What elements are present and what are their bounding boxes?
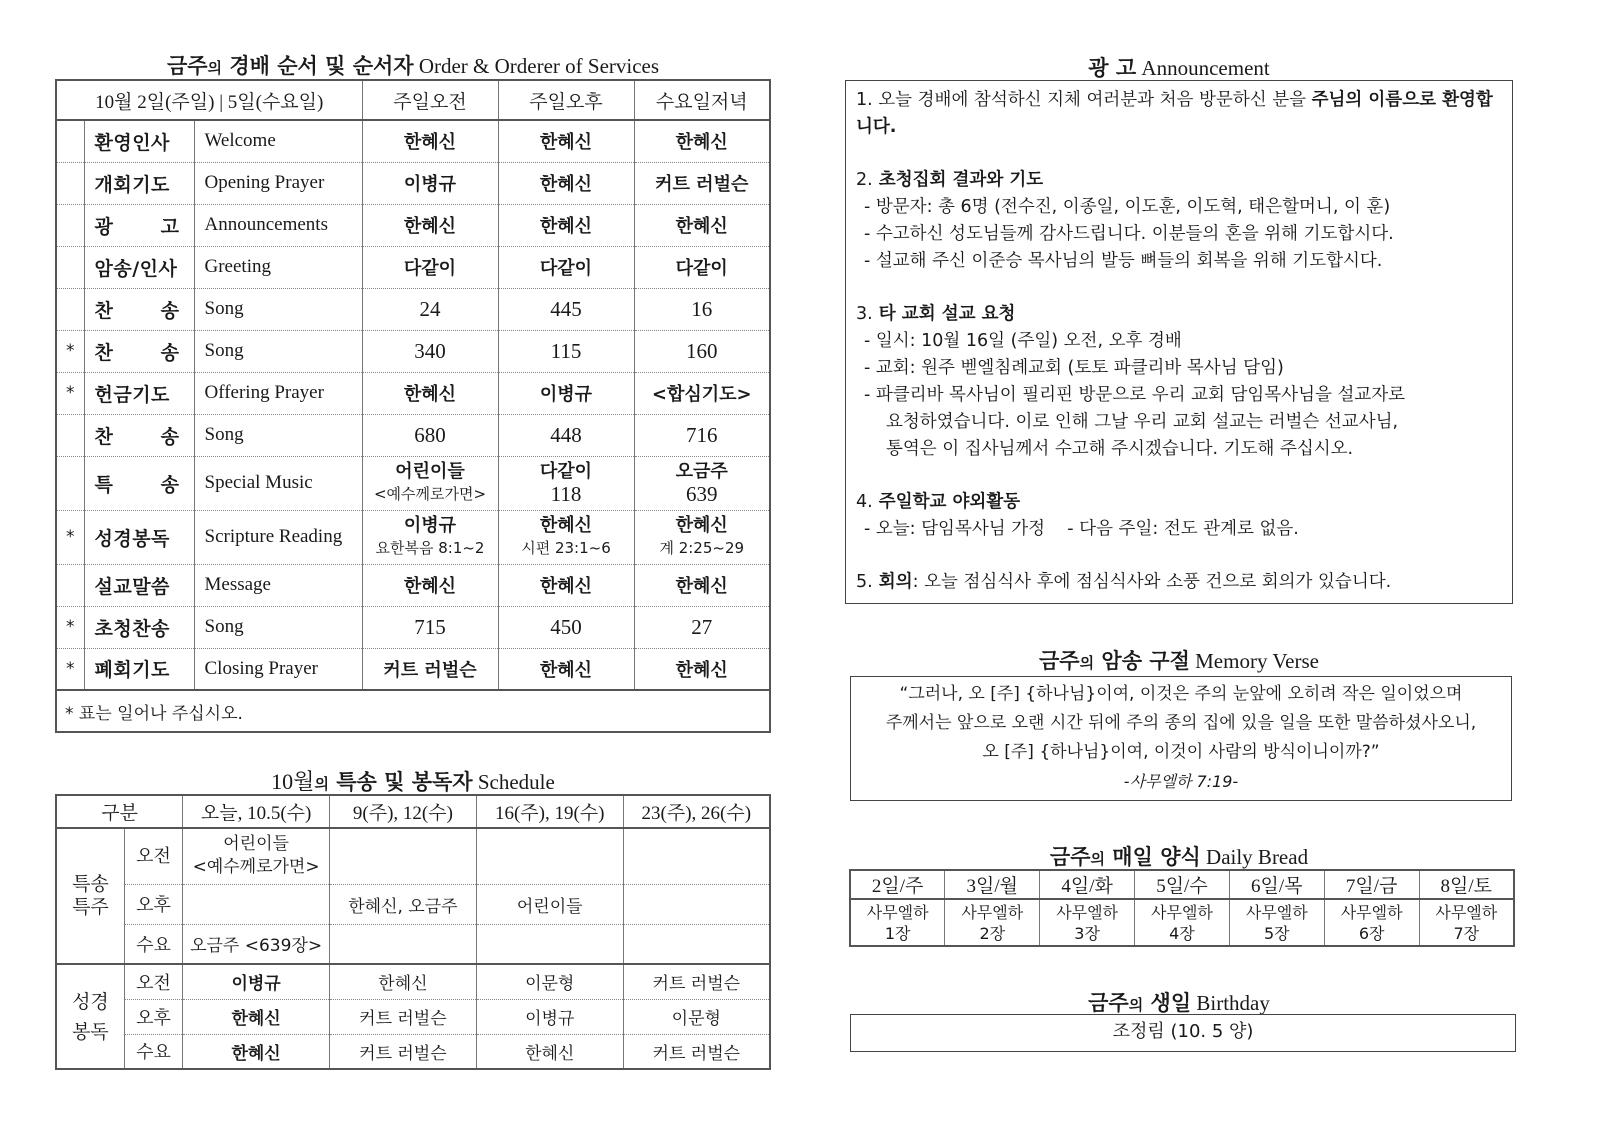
- schedule-cell: 커트 러벌슨: [330, 999, 477, 1034]
- item-ko: 특 송: [84, 456, 194, 510]
- schedule-cell: [476, 828, 623, 884]
- cell-wed: 716: [634, 414, 770, 456]
- item-text: : 오늘 점심식사 후에 점심식사와 소풍 건으로 회의가 있습니다.: [912, 572, 1392, 592]
- verse-section-title: [845, 645, 1513, 675]
- item-en: Special Music: [194, 456, 362, 510]
- item-en: Welcome: [194, 120, 362, 162]
- col-wednesday-evening: 수요일저녁: [634, 80, 770, 120]
- birthday-box: [850, 1014, 1516, 1052]
- reading-cell: [850, 899, 945, 946]
- reader: 한혜신: [539, 515, 593, 536]
- scripture-ref: 요한복음 8:1~2: [375, 539, 485, 557]
- table-row: [56, 372, 770, 414]
- schedule-cell: [623, 924, 770, 964]
- announcement-item: [856, 87, 1502, 141]
- item-ko: 찬 송: [84, 414, 194, 456]
- performer: 어린이들: [223, 834, 289, 855]
- schedule-cell: [623, 828, 770, 884]
- item-number: 2.: [856, 170, 873, 190]
- cell-am: 다같이: [362, 246, 498, 288]
- item-ko: 광 고: [84, 204, 194, 246]
- col-week-3: 16(주), 19(수): [476, 795, 623, 828]
- schedule-cell: [623, 884, 770, 924]
- group-scripture-reading: [56, 964, 124, 1069]
- announcement-item: [856, 301, 1502, 463]
- chapter: 4장: [1169, 923, 1195, 943]
- item-number: 4.: [856, 492, 873, 512]
- table-row: [56, 162, 770, 204]
- title-part-en: Memory Verse: [1189, 649, 1319, 673]
- announcement-heading: [856, 569, 1502, 596]
- day-header: 3일/월: [945, 870, 1040, 899]
- cell-wed: 한혜신: [634, 204, 770, 246]
- item-en: Message: [194, 564, 362, 606]
- cell-am: 340: [362, 330, 498, 372]
- chapter: 2장: [979, 923, 1006, 943]
- performer: 오금주: [675, 461, 728, 482]
- schedule-cell: 커트 러벌슨: [623, 964, 770, 999]
- announcement-item: [856, 569, 1502, 596]
- title-part: 의: [1079, 654, 1095, 672]
- stand-marker: *: [56, 330, 84, 372]
- slot-label: 오후: [124, 999, 182, 1034]
- book: 사무엘하: [1056, 902, 1119, 922]
- day-header: 7일/금: [1324, 870, 1419, 899]
- stand-marker: *: [56, 606, 84, 648]
- table-row: [56, 606, 770, 648]
- item-en: Song: [194, 414, 362, 456]
- item-ko: 초청찬송: [84, 606, 194, 648]
- stand-marker: [56, 204, 84, 246]
- item-en: Opening Prayer: [194, 162, 362, 204]
- cell-am: [362, 456, 498, 510]
- item-ko: 환영인사: [84, 120, 194, 162]
- title-part: 의: [1090, 850, 1105, 868]
- title-part: 의: [1128, 996, 1144, 1014]
- group-label: 특주: [72, 896, 109, 918]
- hymn-number: 639: [686, 482, 718, 506]
- item-en: Offering Prayer: [194, 372, 362, 414]
- stand-marker: [56, 120, 84, 162]
- schedule-cell: 한혜신, 오금주: [330, 884, 477, 924]
- cell-am: 한혜신: [362, 564, 498, 606]
- title-part-en: Daily Bread: [1200, 845, 1309, 869]
- table-row: [56, 924, 770, 964]
- day-header: 6일/목: [1229, 870, 1324, 899]
- item-en: Song: [194, 606, 362, 648]
- table-row: [56, 1034, 770, 1069]
- title-part: 생일: [1143, 991, 1192, 1015]
- cell-wed: 한혜신: [634, 120, 770, 162]
- announcement-line: - 오늘: 담임목사님 가정 - 다음 주일: 전도 관계로 없음.: [864, 519, 1299, 539]
- announcement-heading: [856, 87, 1502, 141]
- stand-marker: [56, 246, 84, 288]
- announcement-heading: [856, 167, 1502, 194]
- item-number: 5.: [856, 572, 873, 592]
- stand-marker: [56, 456, 84, 510]
- book: 사무엘하: [1245, 902, 1308, 922]
- title-part: 특송 및 봉독자: [328, 770, 473, 794]
- announcement-line: - 일시: 10월 16일 (주일) 오전, 오후 경배: [864, 331, 1182, 351]
- cell-pm: 450: [498, 606, 634, 648]
- order-section-title: [55, 50, 771, 80]
- schedule-cell: 이병규: [183, 964, 330, 999]
- memory-verse-box: [850, 676, 1512, 801]
- stand-marker: *: [56, 648, 84, 690]
- performer: 어린이들: [395, 461, 465, 482]
- reading-cell: [1324, 899, 1419, 946]
- title-part: 암송 구절: [1094, 649, 1190, 673]
- item-ko: 폐회기도: [84, 648, 194, 690]
- cell-pm: 115: [498, 330, 634, 372]
- item-text-bold: 타 교회 설교 요청: [872, 304, 1016, 324]
- cell-pm: 한혜신: [498, 648, 634, 690]
- col-sunday-morning: 주일오전: [362, 80, 498, 120]
- group-label: 봉독: [72, 1020, 109, 1043]
- item-text: 오늘 경배에 참석하신 지체 여러분과 처음 방문하신 분을: [872, 90, 1312, 110]
- reading-cell: [1419, 899, 1514, 946]
- announcement-line: 통역은 이 집사님께서 수고해 주시겠습니다. 기도해 주십시오.: [886, 439, 1354, 459]
- schedule-cell: 이문형: [623, 999, 770, 1034]
- cell-am: 715: [362, 606, 498, 648]
- table-row: [56, 999, 770, 1034]
- table-row: [56, 828, 770, 884]
- title-part: 의: [314, 775, 329, 793]
- title-part-en: Birthday: [1191, 991, 1270, 1015]
- stand-marker: [56, 162, 84, 204]
- title-part: 경배 순서 및 순서자: [222, 54, 414, 78]
- cell-am: [362, 510, 498, 564]
- book: 사무엘하: [1340, 902, 1403, 922]
- slot-label: 오전: [124, 964, 182, 999]
- item-ko: 개회기도: [84, 162, 194, 204]
- scripture-ref: 계 2:25~29: [659, 539, 745, 557]
- table-row: [56, 120, 770, 162]
- schedule-cell: 오금주 <639장>: [183, 924, 330, 964]
- cell-pm: 한혜신: [498, 162, 634, 204]
- schedule-cell: 이문형: [476, 964, 623, 999]
- schedule-cell: 한혜신: [476, 1034, 623, 1069]
- cell-am: 한혜신: [362, 372, 498, 414]
- schedule-cell: 한혜신: [183, 1034, 330, 1069]
- cell-am: 이병규: [362, 162, 498, 204]
- order-of-service-table: [55, 79, 771, 733]
- verse-line: 오 [주] {하나님}이여, 이것이 사람의 방식이니이까?”: [982, 742, 1380, 762]
- item-number: 1.: [856, 90, 873, 110]
- table-row: [56, 564, 770, 606]
- reading-cell: [945, 899, 1040, 946]
- announcement-line: - 교회: 원주 벧엘침례교회 (토토 파클리바 목사님 담임): [864, 358, 1284, 378]
- schedule-cell: 한혜신: [330, 964, 477, 999]
- item-text-bold: 주일학교 야외활동: [872, 492, 1021, 512]
- title-part: 금주: [1049, 845, 1091, 869]
- schedule-section-title: [55, 765, 771, 796]
- item-en: Announcements: [194, 204, 362, 246]
- schedule-table: [55, 794, 771, 1070]
- cell-pm: 다같이: [498, 246, 634, 288]
- verse-line: 주께서는 앞으로 오랜 시간 뒤에 주의 종의 집에 있을 일을 또한 말씀하셨사오니,: [885, 713, 1477, 733]
- cell-pm: 한혜신: [498, 120, 634, 162]
- cell-am: 한혜신: [362, 120, 498, 162]
- chapter: 5장: [1263, 923, 1290, 943]
- slot-label: 수요: [124, 1034, 182, 1069]
- title-part: 의: [207, 59, 223, 77]
- table-row: [56, 648, 770, 690]
- reading-cell: [1040, 899, 1135, 946]
- reading-cell: [1135, 899, 1230, 946]
- birthday-section-title: [845, 987, 1513, 1017]
- slot-label: 오전: [124, 828, 182, 884]
- slot-label: 오후: [124, 884, 182, 924]
- announcement-line: - 방문자: 총 6명 (전수진, 이종일, 이도훈, 이도혁, 태은할머니, 이 훈): [864, 197, 1391, 217]
- song-title: <예수께로가면>: [373, 485, 487, 503]
- table-row: [56, 204, 770, 246]
- item-number: 3.: [856, 304, 873, 324]
- title-part: 광 고: [1088, 56, 1137, 80]
- group-label: 성경: [72, 990, 109, 1013]
- item-en: Closing Prayer: [194, 648, 362, 690]
- cell-am: 커트 러벌슨: [362, 648, 498, 690]
- cell-wed: <합심기도>: [634, 372, 770, 414]
- schedule-cell: [183, 884, 330, 924]
- col-week-4: 23(주), 26(수): [623, 795, 770, 828]
- day-header: 2일/주: [850, 870, 945, 899]
- cell-wed: [634, 510, 770, 564]
- stand-marker: *: [56, 372, 84, 414]
- chapter: 6장: [1358, 923, 1385, 943]
- cell-am: 24: [362, 288, 498, 330]
- day-header: 4일/화: [1040, 870, 1135, 899]
- cell-wed: 다같이: [634, 246, 770, 288]
- footnote-row: [56, 690, 770, 732]
- cell-pm: 445: [498, 288, 634, 330]
- slot-label: 수요: [124, 924, 182, 964]
- col-category: 구분: [56, 795, 183, 828]
- day-header: 8일/토: [1419, 870, 1514, 899]
- title-part-en: Announcement: [1136, 56, 1270, 80]
- song-title: <예수께로가면>: [192, 857, 320, 878]
- item-ko: 성경봉독: [84, 510, 194, 564]
- title-part: 금주: [166, 54, 208, 78]
- performer: 다같이: [539, 461, 593, 482]
- cell-wed: 160: [634, 330, 770, 372]
- cell-pm: 한혜신: [498, 204, 634, 246]
- announcement-line: 요청하였습니다. 이로 인해 그날 우리 교회 설교는 러벌슨 선교사님,: [886, 412, 1399, 432]
- stand-marker: *: [56, 510, 84, 564]
- title-part: 금주: [1088, 991, 1129, 1015]
- group-special-music: [56, 828, 124, 964]
- schedule-cell: 커트 러벌슨: [330, 1034, 477, 1069]
- schedule-cell: [476, 924, 623, 964]
- reader: 이병규: [403, 515, 457, 536]
- schedule-cell: 한혜신: [183, 999, 330, 1034]
- announcement-item: [856, 167, 1502, 275]
- table-row: [56, 884, 770, 924]
- cell-pm: 448: [498, 414, 634, 456]
- title-part: 매일 양식: [1105, 845, 1201, 869]
- birthday-entry: 조정림 (10. 5 양): [1112, 1021, 1254, 1042]
- scripture-ref: 시편 23:1~6: [521, 539, 611, 557]
- day-header: 5일/수: [1135, 870, 1230, 899]
- item-text-bold: 회의: [872, 572, 913, 592]
- book: 사무엘하: [1151, 902, 1213, 922]
- announcement-heading: [856, 301, 1502, 328]
- item-en: Greeting: [194, 246, 362, 288]
- schedule-cell: 어린이들: [476, 884, 623, 924]
- item-en: Scripture Reading: [194, 510, 362, 564]
- announcement-heading: [856, 489, 1502, 516]
- bread-section-title: [845, 841, 1513, 871]
- title-part-en: Order & Orderer of Services: [413, 54, 660, 78]
- stand-marker: [56, 564, 84, 606]
- table-row: [56, 414, 770, 456]
- col-week-2: 9(주), 12(수): [330, 795, 477, 828]
- cell-wed: 한혜신: [634, 648, 770, 690]
- schedule-cell: 커트 러벌슨: [623, 1034, 770, 1069]
- item-ko: 암송/인사: [84, 246, 194, 288]
- col-sunday-afternoon: 주일오후: [498, 80, 634, 120]
- item-ko: 찬 송: [84, 330, 194, 372]
- reader: 한혜신: [675, 515, 728, 536]
- chapter: 1장: [884, 923, 911, 943]
- schedule-cell: [183, 828, 330, 884]
- item-ko: 헌금기도: [84, 372, 194, 414]
- cell-pm: [498, 456, 634, 510]
- verse-line: “그러나, 오 [주] {하나님}이여, 이것은 주의 눈앞에 오히려 작은 일이었으며: [899, 684, 1463, 704]
- col-week-1: 오늘, 10.5(수): [183, 795, 330, 828]
- cell-wed: 커트 러벌슨: [634, 162, 770, 204]
- item-text-bold: 주님의 이름으로 환영합니다.: [856, 90, 1493, 137]
- cell-wed: 27: [634, 606, 770, 648]
- stand-marker: [56, 288, 84, 330]
- item-text-bold: 초청집회 결과와 기도: [872, 170, 1044, 190]
- announcement-line: - 파클리바 목사님이 필리핀 방문으로 우리 교회 담임목사님을 설교자로: [864, 385, 1406, 405]
- book: 사무엘하: [961, 902, 1024, 922]
- title-part: 10월: [271, 769, 315, 794]
- table-row: [56, 288, 770, 330]
- item-ko: 찬 송: [84, 288, 194, 330]
- schedule-cell: 이병규: [476, 999, 623, 1034]
- cell-wed: 한혜신: [634, 564, 770, 606]
- cell-pm: [498, 510, 634, 564]
- verse-reference: -사무엘하 7:19-: [1123, 772, 1239, 791]
- item-en: Song: [194, 288, 362, 330]
- announcement-box: [845, 80, 1513, 604]
- cell-pm: 이병규: [498, 372, 634, 414]
- service-date-header: 10월 2일(주일) | 5일(수요일): [56, 80, 362, 120]
- title-part-en: Schedule: [472, 770, 555, 794]
- group-label: 특송: [72, 873, 109, 895]
- table-row: [56, 246, 770, 288]
- stand-marker: [56, 414, 84, 456]
- cell-am: 680: [362, 414, 498, 456]
- table-row: [850, 899, 1514, 946]
- cell-wed: [634, 456, 770, 510]
- hymn-number: 118: [550, 482, 582, 506]
- table-row: [56, 964, 770, 999]
- cell-am: 한혜신: [362, 204, 498, 246]
- cell-wed: 16: [634, 288, 770, 330]
- reading-cell: [1229, 899, 1324, 946]
- stand-footnote: * 표는 일어나 주십시오.: [56, 690, 770, 732]
- item-en: Song: [194, 330, 362, 372]
- announcement-line: - 수고하신 성도님들께 감사드립니다. 이분들의 혼을 위해 기도합시다.: [864, 224, 1394, 244]
- book: 사무엘하: [866, 902, 929, 922]
- chapter: 3장: [1074, 923, 1100, 943]
- schedule-cell: [330, 924, 477, 964]
- book: 사무엘하: [1435, 902, 1498, 922]
- table-row: [56, 330, 770, 372]
- announcement-item: [856, 489, 1502, 543]
- cell-pm: 한혜신: [498, 564, 634, 606]
- announcement-section-title: [845, 52, 1513, 82]
- schedule-cell: [330, 828, 477, 884]
- announcement-line: - 설교해 주신 이준승 목사님의 발등 뼈들의 회복을 위해 기도합시다.: [864, 251, 1383, 271]
- chapter: 7장: [1453, 923, 1480, 943]
- daily-bread-table: [849, 869, 1515, 947]
- item-ko: 설교말씀: [84, 564, 194, 606]
- table-row: [56, 510, 770, 564]
- title-part: 금주: [1039, 649, 1080, 673]
- table-row: [56, 456, 770, 510]
